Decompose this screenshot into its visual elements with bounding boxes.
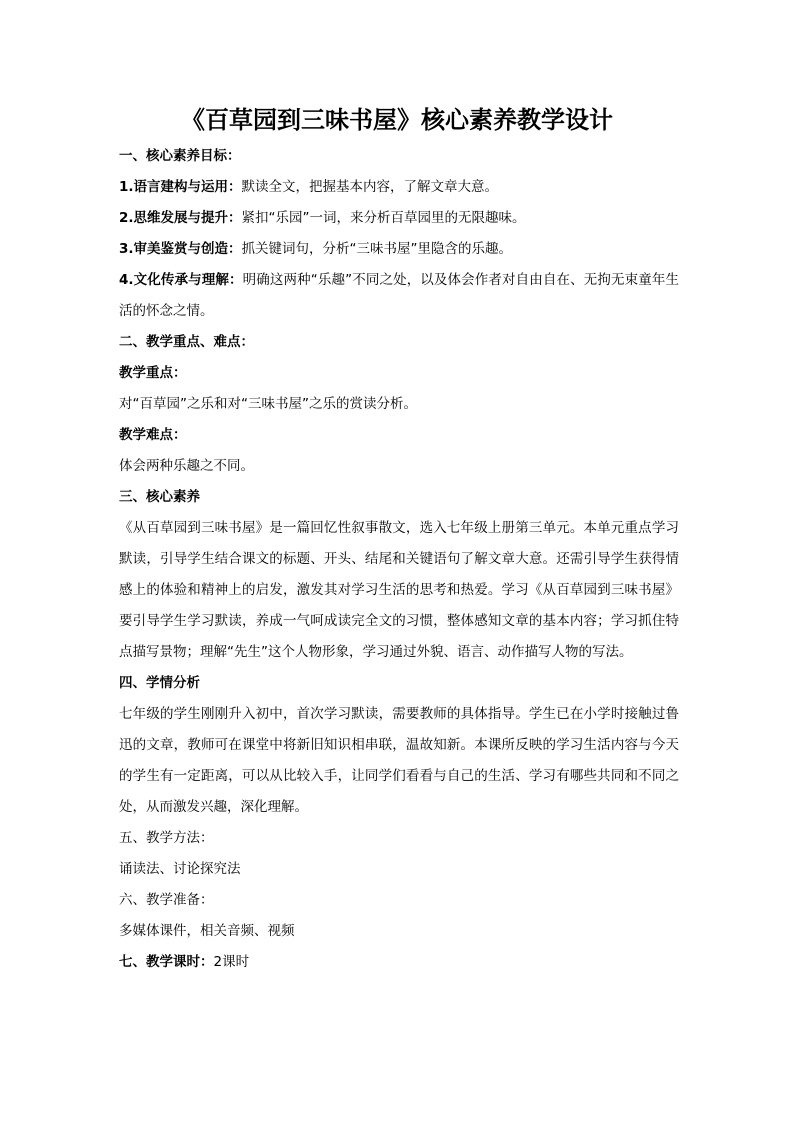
methods-text: 诵读法、讨论探究法 <box>119 861 241 877</box>
class-hours-item <box>119 947 679 978</box>
difficulty-text: 体会两种乐趣之不同。 <box>119 458 254 474</box>
goal-label-4: 4.文化传承与理解： <box>119 272 243 288</box>
section-heading-class-hours: 七、教学课时： <box>119 954 214 970</box>
goal-item-3 <box>119 234 679 265</box>
key-point-text: 对“百草园”之乐和对“三味书屋”之乐的赏读分析。 <box>119 396 417 412</box>
section-heading-core-literacy: 三、核心素养 <box>119 489 200 505</box>
section-heading-goals: 一、核心素养目标： <box>119 148 241 164</box>
key-point-label: 教学重点： <box>119 365 187 381</box>
goal-text-4: 明确这两种“乐趣”不同之处，以及体会作者对自由自在、无拘无束童年生活的怀念之情。 <box>119 272 679 319</box>
section-heading-learner-analysis: 四、学情分析 <box>119 675 200 691</box>
document-body <box>119 141 679 978</box>
goal-label-3: 3.审美鉴赏与创造： <box>119 241 242 257</box>
learner-analysis-paragraph: 七年级的学生刚刚升入初中，首次学习默读，需要教师的具体指导。学生已在小学时接触过鲁迅的文章，教师可在课堂中将新旧知识相串联，温故知新。本课所反映的学习生活内容与今天的学生有一定距离，可以从比较入手，让同学们看看与自己的生活、学习有哪些共同和不同之处，从而激发兴趣，深化理解。 <box>119 706 679 815</box>
section-heading-preparation: 六、教学准备： <box>119 892 214 908</box>
class-hours-text: 2课时 <box>213 954 250 970</box>
goal-text-2: 紧扣“乐园”一词，来分析百草园里的无限趣味。 <box>241 210 526 226</box>
preparation-text: 多媒体课件，相关音频、视频 <box>119 923 295 939</box>
goal-item-1 <box>119 172 679 203</box>
goal-text-1: 默读全文，把握基本内容，了解文章大意。 <box>241 179 499 195</box>
difficulty-label: 教学难点： <box>119 427 187 443</box>
goal-item-4 <box>119 265 679 327</box>
page-title: 《百草园到三味书屋》核心素养教学设计 <box>181 106 613 134</box>
core-literacy-paragraph: 《从百草园到三味书屋》是一篇回忆性叙事散文，选入七年级上册第三单元。本单元重点学习默读，引导学生结合课文的标题、开头、结尾和关键语句了解文章大意。还需引导学生获得情感上的体验和精神上的启发，激发其对学习生活的思考和热爱。学习《从百草园到三味书屋》要引导学生学习默读，养成一气呵成读完全文的习惯，整体感知文章的基本内容；学习抓住特点描写景物；理解“先生”这个人物形象，学习通过外貌、语言、动作描写人物的写法。 <box>119 520 679 660</box>
section-heading-key-points: 二、教学重点、难点： <box>119 334 254 350</box>
goal-label-1: 1.语言建构与运用： <box>119 179 242 195</box>
goal-label-2: 2.思维发展与提升： <box>119 210 242 226</box>
goal-text-3: 抓关键词句，分析“三味书屋”里隐含的乐趣。 <box>241 241 513 257</box>
goal-item-2 <box>119 203 679 234</box>
section-heading-methods: 五、教学方法： <box>119 830 214 846</box>
